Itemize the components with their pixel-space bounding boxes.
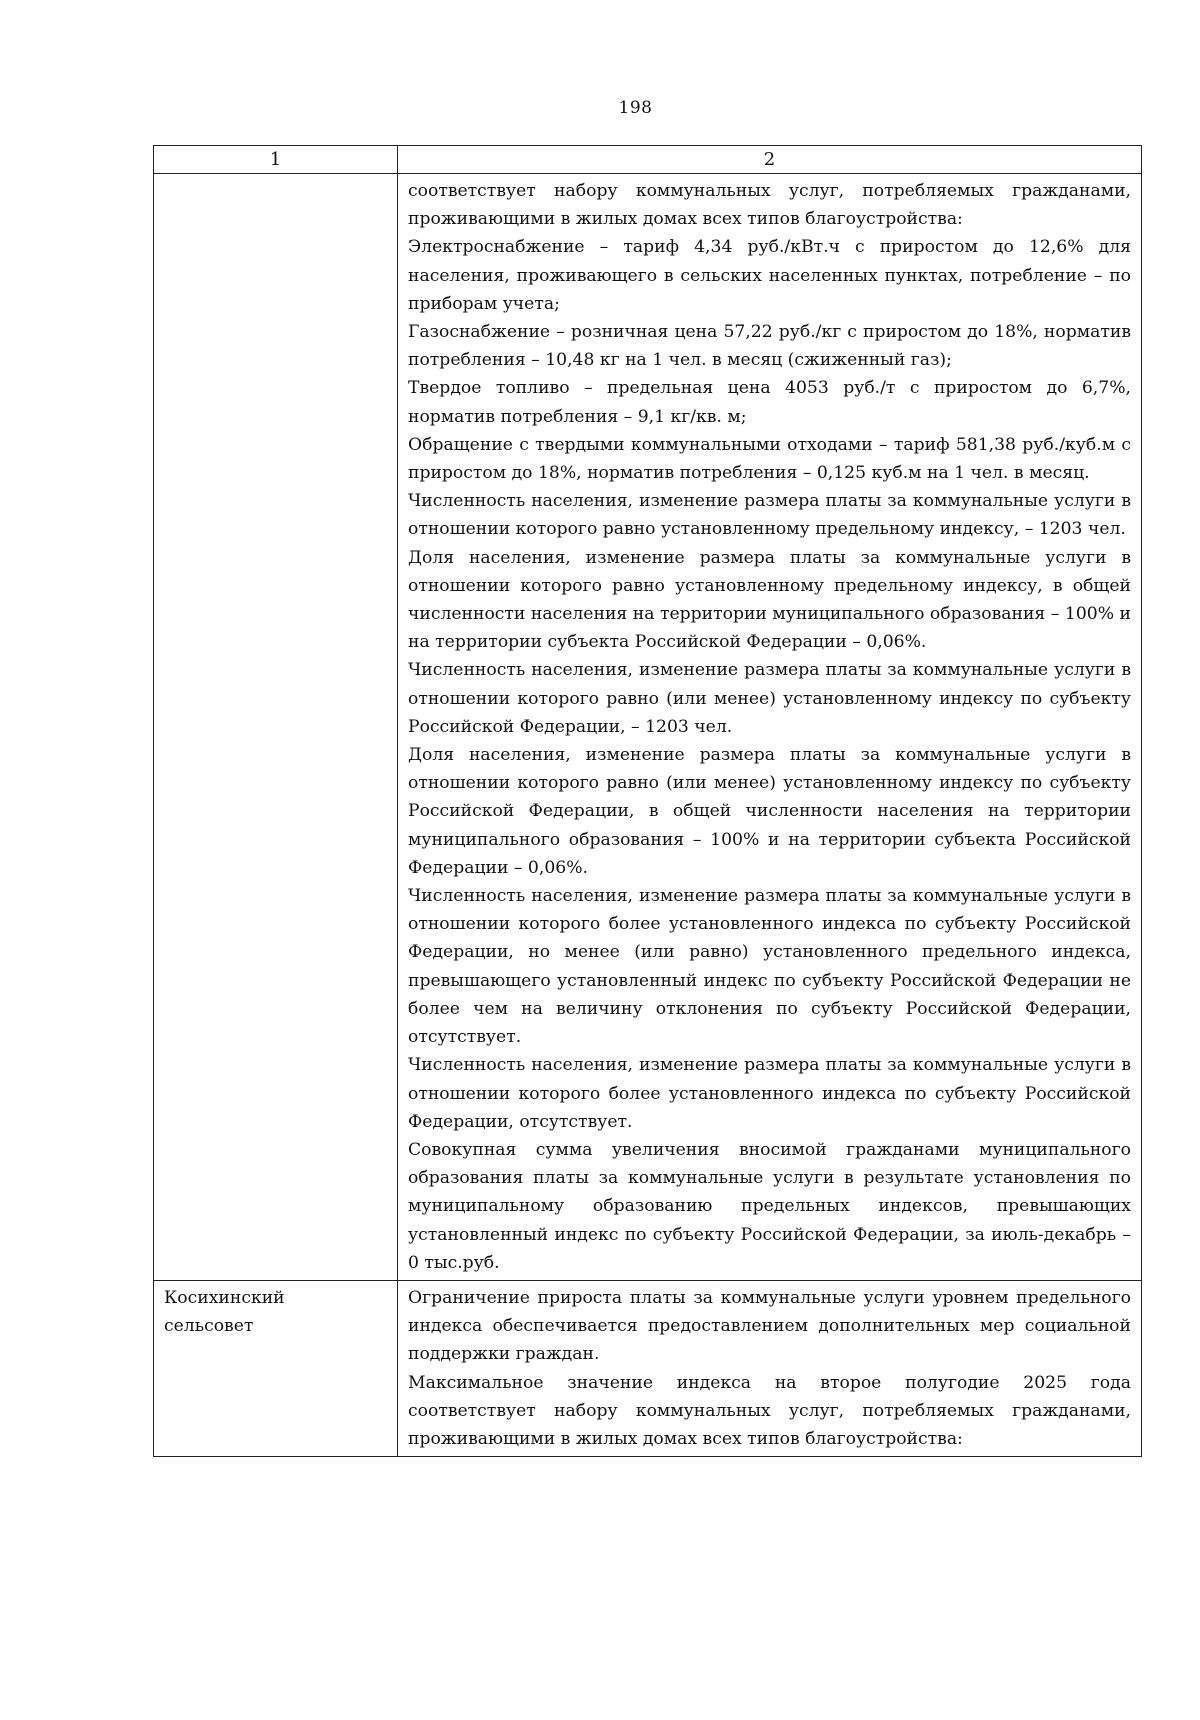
municipality-name-line: сельсовет [164,1315,254,1336]
page-number: 198 [618,98,653,118]
tariff-table [153,145,1142,1457]
paragraph: Твердое топливо – предельная цена 4053 руб./т с приростом до 6,7%, норматив потребления – 9,1 кг/кв. м; [408,378,1131,427]
paragraph: Численность населения, изменение размера платы за коммунальные услуги в отношении которого равно установленному предельному индексу, – 1203 чел. [408,491,1131,540]
municipality-name-line: Косихинский [164,1287,285,1308]
paragraph: Доля населения, изменение размера платы за коммунальные услуги в отношении которого равно установленному предельному индексу, в общей численности населения на территории муниципального образования – 100% и на территории субъекта Российской Федерации – 0,06%. [408,547,1131,653]
paragraph: соответствует набору коммунальных услуг, потребляемых гражданами, проживающими в жилых домах всех типов благоустройства: [408,181,1131,230]
table-row [154,1280,1142,1456]
paragraph: Совокупная сумма увеличения вносимой гражданами муниципального образования платы за коммунальные услуги в результате установления по муниципальному образованию предельных индексов, превышающих установленный индекс по субъекту Российской Федерации, за июль-декабрь – 0 тыс.руб. [408,1139,1131,1273]
municipality-cell [154,1280,398,1456]
description-cell [398,1280,1142,1456]
paragraph: Газоснабжение – розничная цена 57,22 руб./кг с приростом до 18%, норматив потребления – 10,48 кг на 1 чел. в месяц (сжиженный газ); [408,322,1131,371]
municipality-cell [154,174,398,1281]
paragraph: Электроснабжение – тариф 4,34 руб./кВт.ч с приростом до 12,6% для населения, проживающего в сельских населенных пунктах, потребление – по приборам учета; [408,237,1131,314]
paragraph: Обращение с твердыми коммунальными отходами – тариф 581,38 руб./куб.м с приростом до 18%, норматив потребления – 0,125 куб.м на 1 чел. в месяц. [408,434,1131,484]
table-header-row [154,146,1142,174]
paragraph: Численность населения, изменение размера платы за коммунальные услуги в отношении которого более установленного индекса по субъекту Российской Федерации, но менее (или равно) установленного предельного индекса, превышающего установленный индекс по субъекту Российской Федерации не более чем на величину отклонения по субъекту Российской Федерации, отсутствует. [408,886,1131,1048]
paragraph: Численность населения, изменение размера платы за коммунальные услуги в отношении которого равно (или менее) установленному индексу по субъекту Российской Федерации, – 1203 чел. [408,660,1131,737]
paragraph: Численность населения, изменение размера платы за коммунальные услуги в отношении которого более установленного индекса по субъекту Российской Федерации, отсутствует. [408,1055,1131,1132]
paragraph: Максимальное значение индекса на второе полугодие 2025 года соответствует набору коммунальных услуг, потребляемых гражданами, проживающими в жилых домах всех типов благоустройства: [408,1372,1131,1449]
header-cell-2: 2 [398,146,1142,174]
table-row [154,174,1142,1281]
header-cell-1: 1 [154,146,398,174]
description-cell [398,174,1142,1281]
paragraph: Ограничение прироста платы за коммунальные услуги уровнем предельного индекса обеспечивается предоставлением дополнительных мер социальной поддержки граждан. [408,1287,1131,1365]
paragraph: Доля населения, изменение размера платы за коммунальные услуги в отношении которого равно (или менее) установленному индексу по субъекту Российской Федерации, в общей численности населения на территории муниципального образования – 100% и на территории субъекта Российской Федерации – 0,06%. [408,745,1131,878]
